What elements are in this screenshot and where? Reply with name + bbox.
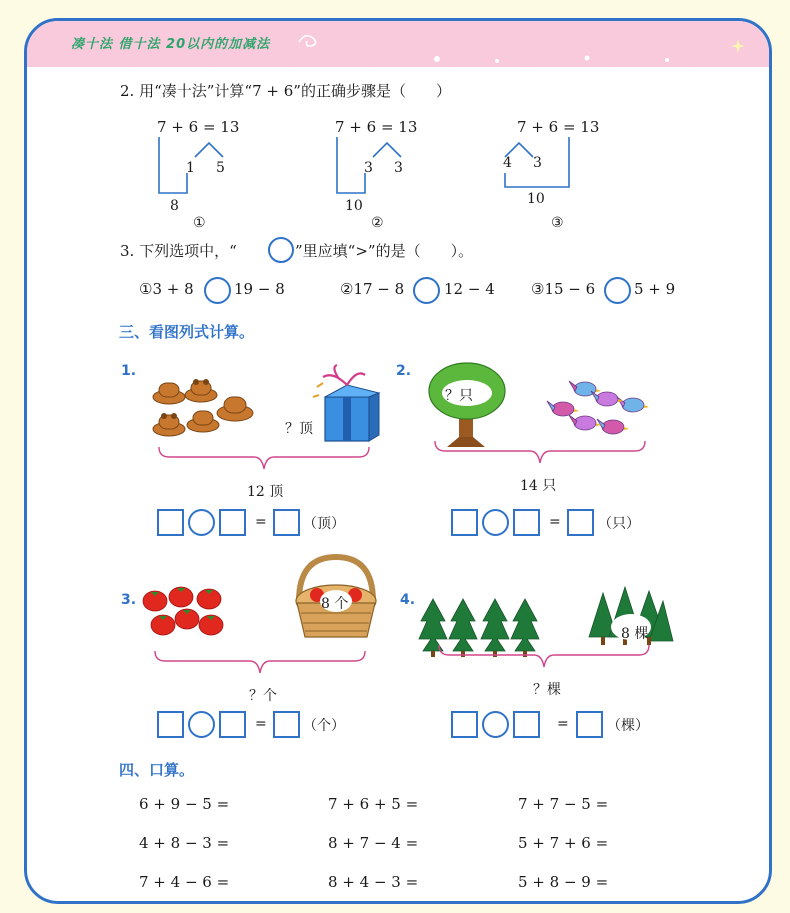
problem-4-unit: （棵）	[607, 718, 649, 734]
problem-2-box-2[interactable]	[513, 509, 540, 536]
mental-math-r2-c3: 5 + 7 + 6 =	[518, 834, 609, 852]
problem-3-box-2[interactable]	[219, 711, 246, 738]
problem-4-total: ？棵	[533, 682, 561, 698]
mental-math-r3-c3: 5 + 8 − 9 =	[518, 873, 609, 891]
mental-math-r2-c1: 4 + 8 − 3 =	[139, 834, 230, 852]
problem-4-operator-circle[interactable]	[482, 711, 509, 738]
question-3-text-start: 3. 下列选项中，“	[120, 242, 237, 260]
problem-4-brace	[437, 643, 651, 669]
problem-3-equals: =	[255, 716, 267, 732]
section-3-title: 三、看图列式计算。	[119, 323, 255, 341]
q2-option-3-diagram	[499, 133, 619, 253]
problem-1-answer-box[interactable]	[273, 509, 300, 536]
q3-option-2-answer-circle[interactable]	[413, 277, 440, 304]
problem-2-operator-circle[interactable]	[482, 509, 509, 536]
problem-2-number: 2.	[396, 363, 412, 379]
problem-3-number: 3.	[121, 592, 137, 608]
q3-option-1-right: 19 − 8	[234, 280, 285, 298]
problem-2-equals: =	[549, 514, 561, 530]
q3-option-3-left: ③15 − 6	[531, 280, 596, 298]
problem-4-number: 4.	[400, 592, 416, 608]
tomatoes-picture	[139, 583, 229, 643]
q2-option-3-split-b: 3	[533, 155, 542, 171]
q3-option-2-right: 12 − 4	[444, 280, 495, 298]
header-wave-decoration	[27, 55, 769, 73]
mental-math-r1-c2: 7 + 6 + 5 =	[328, 795, 419, 813]
problem-1-label: ？顶	[285, 421, 313, 437]
q2-option-3-marker: ③	[551, 215, 564, 231]
problem-1-number: 1.	[121, 363, 137, 379]
q2-option-2-split-b: 3	[394, 160, 403, 176]
birds-picture	[547, 375, 657, 445]
problem-4-label: 8 棵	[621, 626, 649, 642]
q2-option-1-split-a: 1	[186, 160, 195, 176]
problem-1-box-2[interactable]	[219, 509, 246, 536]
problem-1-operator-circle[interactable]	[188, 509, 215, 536]
q3-option-1-left: ①3 + 8	[139, 280, 194, 298]
problem-3-label: 8 个	[321, 596, 349, 612]
problem-4-answer-box[interactable]	[576, 711, 603, 738]
mental-math-r3-c2: 8 + 4 − 3 =	[328, 873, 419, 891]
problem-3-unit: （个）	[303, 718, 345, 734]
q2-option-1-sum: 8	[170, 198, 179, 214]
problem-3-total: ？个	[249, 688, 277, 704]
problem-1-total: 12 顶	[247, 484, 284, 500]
q3-option-1-answer-circle[interactable]	[204, 277, 231, 304]
q2-option-1-equation: 7 + 6 = 13	[157, 118, 240, 136]
q2-option-3-split-a: 4	[503, 155, 512, 171]
sparkle-icon	[731, 39, 745, 53]
problem-4-box-1[interactable]	[451, 711, 478, 738]
q3-option-2-left: ②17 − 8	[340, 280, 405, 298]
problem-2-unit: （只）	[598, 516, 640, 532]
problem-3-box-1[interactable]	[157, 711, 184, 738]
problem-3-operator-circle[interactable]	[188, 711, 215, 738]
mental-math-r3-c1: 7 + 4 − 6 =	[139, 873, 230, 891]
tree-picture	[427, 361, 507, 451]
swirl-icon	[295, 30, 325, 50]
problem-2-box-1[interactable]	[451, 509, 478, 536]
problem-4-equals: =	[557, 716, 569, 732]
q2-option-1-marker: ①	[193, 215, 206, 231]
worksheet-page	[24, 18, 772, 904]
q2-option-2-diagram	[327, 133, 447, 253]
q2-option-2-sum: 10	[345, 198, 363, 214]
hats-picture	[151, 373, 261, 443]
problem-3-answer-box[interactable]	[273, 711, 300, 738]
mental-math-r2-c2: 8 + 7 − 4 =	[328, 834, 419, 852]
problem-4-box-2[interactable]	[513, 711, 540, 738]
problem-1-brace	[157, 445, 371, 471]
question-3-text-end: ”里应填“>”的是（ ）。	[295, 242, 474, 260]
q2-option-3-equation: 7 + 6 = 13	[517, 118, 600, 136]
q2-option-2-split-a: 3	[364, 160, 373, 176]
mental-math-r1-c1: 6 + 9 − 5 =	[139, 795, 230, 813]
problem-2-label: ？只	[445, 388, 473, 404]
q2-option-3-sum: 10	[527, 191, 545, 207]
q2-option-1-split-b: 5	[216, 160, 225, 176]
header-band	[27, 21, 769, 67]
problem-1-box-1[interactable]	[157, 509, 184, 536]
problem-2-total: 14 只	[520, 478, 557, 494]
question-2-text: 2. 用“凑十法”计算“7 + 6”的正确步骤是（ ）	[120, 82, 451, 100]
mental-math-r1-c3: 7 + 7 − 5 =	[518, 795, 609, 813]
problem-2-brace	[433, 439, 647, 465]
q2-option-2-marker: ②	[371, 215, 384, 231]
problem-1-equals: =	[255, 514, 267, 530]
q2-option-1-diagram	[147, 133, 267, 253]
q3-option-3-right: 5 + 9	[634, 280, 676, 298]
header-banner: 凑十法 借十法 20以内的加减法	[71, 37, 271, 52]
section-4-title: 四、口算。	[119, 761, 195, 779]
q3-option-3-answer-circle[interactable]	[604, 277, 631, 304]
q2-option-2-equation: 7 + 6 = 13	[335, 118, 418, 136]
problem-3-brace	[153, 649, 367, 675]
q3-inline-circle	[268, 237, 294, 263]
problem-2-answer-box[interactable]	[567, 509, 594, 536]
gift-box-picture	[313, 367, 383, 447]
problem-1-unit: （顶）	[303, 516, 345, 532]
